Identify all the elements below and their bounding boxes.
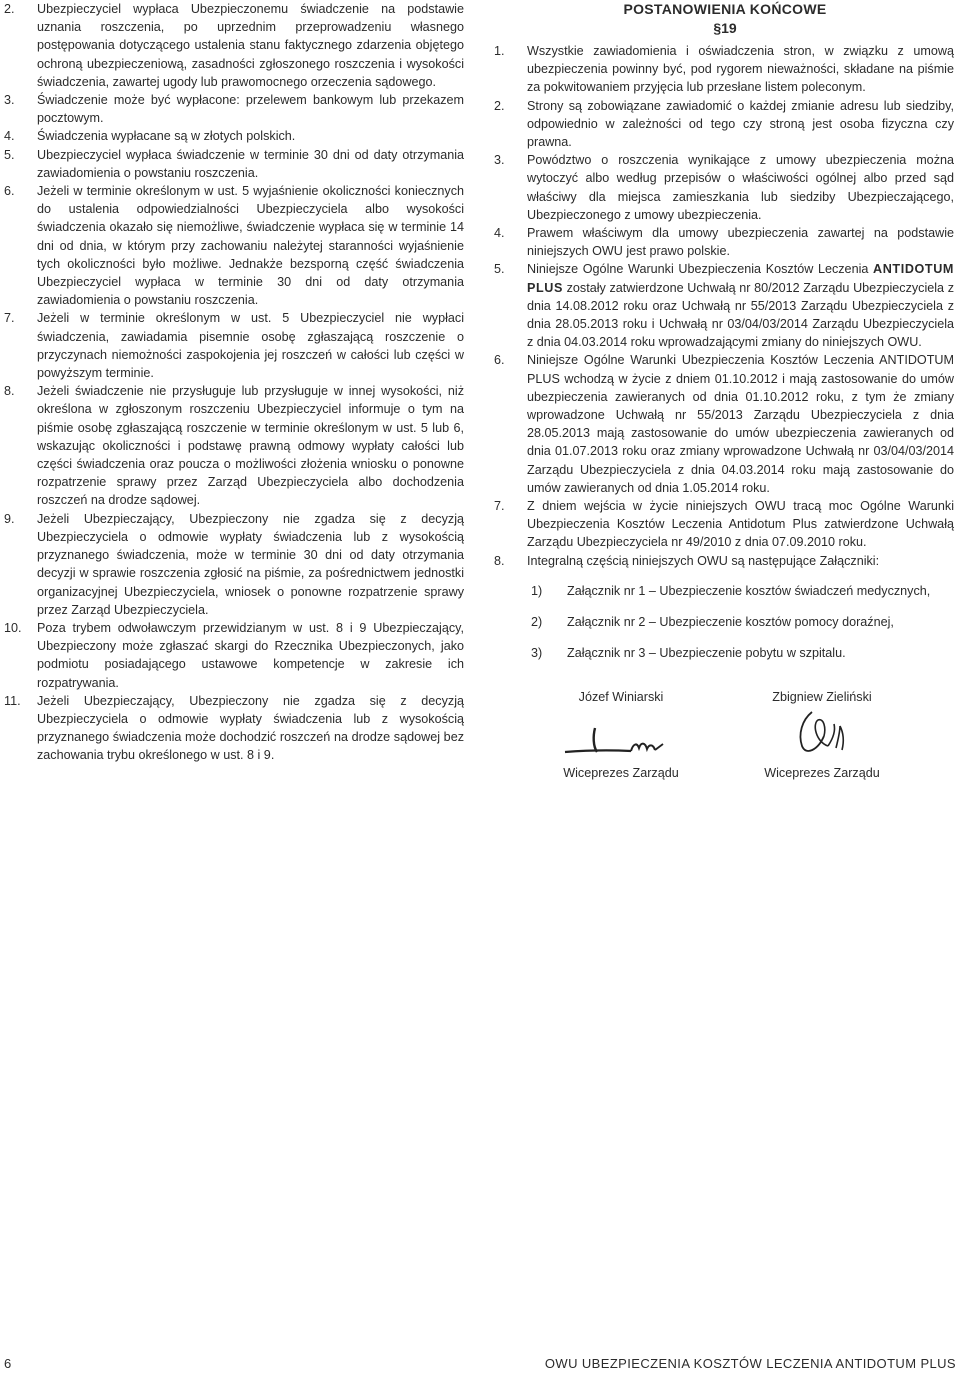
clause-3	[0, 91, 470, 127]
clause-text: Jeżeli Ubezpieczający, Ubezpieczony nie zgadza się z decyzją Ubezpieczyciela o odmowie wypłaty świadczenia lub z wysokością przyznanego świadczenia może dochodzić roszczeń na drodze sądowej bez zachowania trybu określonego w ust. 8 i 9.	[37, 693, 464, 763]
footer-title: OWU UBEZPIECZENIA KOSZTÓW LECZENIA ANTIDOTUM PLUS	[544, 1356, 956, 1371]
clause-2	[0, 0, 470, 91]
clause-number: 10.	[4, 620, 22, 635]
clause-10	[0, 619, 470, 692]
clause-text: Jeżeli w terminie określonym w ust. 5 wyjaśnienie okoliczności koniecznych do ustalenia odpowiedzialności Ubezpieczyciela albo wysokości świadczenia okazało się niemożliwe, świadczenie wypłaca się w terminie 14 dni od dnia, w którym przy zachowaniu należytej staranności wyjaśnienie tych okoliczności było możliwe. Jednakże bezsporną część świadczenia Ubezpieczyciel wypłaca w terminie 30 dni od daty otrzymania zawiadomienia o powstaniu roszczenia.	[37, 184, 464, 308]
final-clause-7	[490, 497, 960, 552]
signatory-role: Wiceprezes Zarządu	[563, 766, 679, 780]
final-clause-8	[490, 552, 960, 570]
clause-9	[0, 510, 470, 619]
clause-number: 7.	[4, 311, 15, 326]
section-number: §19	[713, 20, 737, 36]
clause-number: 3.	[4, 93, 15, 108]
clause-number: 6.	[4, 184, 15, 199]
clause-5	[0, 146, 470, 182]
final-clause-3	[490, 151, 960, 224]
clause-text: Jeżeli Ubezpieczający, Ubezpieczony nie zgadza się z decyzją Ubezpieczyciela o odmowie wypłaty świadczenia lub z wysokością przyznanego świadczenia, może w terminie 30 dni od daty otrzymania decyzji w sprawie roszczenia zgłosić na piśmie, za pośrednictwem jednostki organizacyjnej Ubezpieczyciela, wniosek o ponowne rozpatrzenie sprawy przez Zarząd Ubezpieczyciela.	[37, 511, 464, 617]
clause-text: Niniejsze Ogólne Warunki Ubezpieczenia Kosztów Leczenia ANTIDOTUM PLUS wchodzą w życie z dniem 01.10.2012 i mają zastosowanie do umów ubezpieczenia zawieranych od dnia 01.10.2012 roku, z tym że zmiany wprowadzone Uchwałą nr 55/2013 Zarządu Ubezpieczyciela z dnia 28.05.2013 mają zastosowanie do umów ubezpieczenia zawieranych od dnia 01.07.2013 roku oraz zmiany wprowadzone Uchwałą nr 03/04/03/2014 Zarządu Ubezpieczyciela z dnia 04.03.2014 roku mają zastosowanie do umów zawieranych od dnia 1.05.2014 roku.	[527, 353, 954, 495]
clause-number: 7.	[494, 499, 505, 514]
clause-text: Poza trybem odwoławczym przewidzianym w ust. 8 i 9 Ubezpieczający, Ubezpieczony może zgłaszać skargi do Rzecznika Ubezpieczonych, jako podmiotu posiadającego ustawowe kompetencje w zakresie ich rozpatrywania.	[37, 620, 464, 690]
clause-text: Ubezpieczyciel wypłaca świadczenie w terminie 30 dni od daty otrzymania zawiadomienia o powstaniu roszczenia.	[37, 147, 464, 180]
handwritten-signature	[531, 706, 711, 764]
clause-11	[0, 692, 470, 765]
final-clause-6	[490, 351, 960, 497]
clause-number: 5.	[494, 262, 505, 277]
attachment-number: 3)	[531, 646, 543, 661]
page-number: 6	[4, 1356, 12, 1371]
clause-number: 8.	[494, 553, 505, 568]
signatory-name: Józef Winiarski	[578, 690, 664, 704]
clause-number: 6.	[494, 353, 505, 368]
signature-block-1	[531, 688, 711, 782]
clause-number: 3.	[494, 153, 505, 168]
clause-number: 1.	[494, 44, 505, 58]
attachment-text: Załącznik nr 1 – Ubezpieczenie kosztów świadczeń medycznych,	[567, 584, 931, 599]
clause-text: Strony są zobowiązane zawiadomić o każdej zmianie adresu lub siedziby, odpowiednio w zależności od tego czy stroną jest osoba fizyczna czy prawna.	[527, 98, 954, 150]
final-clause-4	[490, 224, 960, 260]
clause-text: Wszystkie zawiadomienia i oświadczenia stron, w związku z umową ubezpieczenia powinny być, pod rygorem nieważności, składane na piśmie za pokwitowaniem przyjęcia lub przesłane listem poleconym.	[527, 44, 954, 95]
clause-text: Świadczenia wypłacane są w złotych polskich.	[37, 129, 296, 144]
signatory-name: Zbigniew Zieliński	[772, 690, 872, 704]
attachment-text: Załącznik nr 3 – Ubezpieczenie pobytu w szpitalu.	[567, 646, 846, 661]
attachment-item	[527, 582, 960, 600]
attachment-text: Załącznik nr 2 – Ubezpieczenie kosztów pomocy doraźnej,	[567, 615, 894, 630]
clause-text: Jeżeli w terminie określonym w ust. 5 Ubezpieczyciel nie wypłaci świadczenia, zawiadamia pisemnie osobę zgłaszającą roszczenie o przyczynach niemożności zaspokojenia jej roszczeń w całości lub części w powyższym terminie.	[37, 311, 464, 381]
clause-text: Z dniem wejścia w życie niniejszych OWU tracą moc Ogólne Warunki Ubezpieczenia Kosztów Leczenia Antidotum Plus zatwierdzone Uchwałą Zarządu Ubezpieczyciela nr 49/2010 z dnia 07.09.2010 roku.	[527, 499, 954, 550]
final-clause-5	[490, 260, 960, 351]
right-column	[490, 0, 960, 675]
clause-7	[0, 309, 470, 382]
signature-block-2	[732, 688, 912, 782]
final-clause-1	[490, 42, 960, 97]
clause-4	[0, 127, 470, 145]
section-title: POSTANOWIENIA KOŃCOWE	[623, 1, 827, 17]
clause-text: Ubezpieczyciel wypłaca Ubezpieczonemu świadczenie na podstawie uznania roszczenia, po uprzednim przeprowadzeniu własnego postępowania dotyczącego ustalenia stanu faktycznego zdarzenia objętego ochroną ubezpieczeniową, zasadności zgłoszonego roszczenia i wysokości świadczenia, zawartej ugody lub prawomocnego orzeczenia sądowego.	[37, 2, 464, 89]
clause-number: 4.	[4, 129, 15, 144]
clause-number: 11.	[4, 693, 21, 708]
product-name: ANTIDOTUM PLUS	[527, 262, 954, 295]
attachment-number: 2)	[531, 615, 543, 630]
clause-text: Powództwo o roszczenia wynikające z umowy ubezpieczenia można wytoczyć albo według przepisów o właściwości ogólnej albo przed sąd właściwy dla miejsca zamieszkania lub siedziby Ubezpieczającego, Ubezpieczonego z umowy ubezpieczenia.	[527, 153, 954, 222]
clause-number: 4.	[494, 226, 505, 241]
clause-number: 9.	[4, 511, 15, 526]
left-column	[0, 0, 470, 765]
clause-number: 5.	[4, 147, 15, 162]
clause-6	[0, 182, 470, 309]
attachment-item	[527, 613, 960, 631]
signatory-role: Wiceprezes Zarządu	[764, 766, 880, 780]
clause-text: Niniejsze Ogólne Warunki Ubezpieczenia Kosztów Leczenia	[527, 262, 874, 277]
clause-text: Świadczenie może być wypłacone: przelewem bankowym lub przekazem pocztowym.	[37, 93, 464, 126]
clause-text: zostały zatwierdzone Uchwałą nr 80/2012 Zarządu Ubezpieczyciela z dnia 14.08.2012 roku oraz Uchwałą nr 55/2013 Zarządu Ubezpieczyciela z dnia 28.05.2013 roku i Uchwałą nr 03/04/03/2014 Zarządu Ubezpieczyciela z dnia 04.03.2014 roku wprowadzającymi zmiany do niniejszych OWU.	[527, 280, 954, 350]
attachment-item	[527, 644, 960, 662]
attachment-number: 1)	[531, 584, 543, 599]
handwritten-signature	[732, 706, 912, 764]
clause-number: 2.	[4, 2, 15, 16]
final-clause-2	[490, 97, 960, 152]
clause-8	[0, 382, 470, 509]
clause-text: Jeżeli świadczenie nie przysługuje lub przysługuje w innej wysokości, niż określona w zgłoszonym roszczeniu Ubezpieczyciel informuje o tym na piśmie osobę zgłaszającą roszczenie w terminie określonym w ust. 5 lub 6, wskazując okoliczności i podstawę prawną odmowy wypłaty całości lub części świadczenia oraz poucza o możliwości złożenia wniosku o ponowne rozpatrzenie sprawy przez Zarząd Ubezpieczyciela albo dochodzenia roszczeń na drodze sądowej.	[37, 384, 464, 508]
clause-number: 2.	[494, 98, 505, 113]
clause-number: 8.	[4, 384, 15, 399]
clause-text: Integralną częścią niniejszych OWU są następujące Załączniki:	[527, 553, 880, 568]
clause-text: Prawem właściwym dla umowy ubezpieczenia zawartej na podstawie niniejszych OWU jest prawo polskie.	[527, 226, 954, 259]
